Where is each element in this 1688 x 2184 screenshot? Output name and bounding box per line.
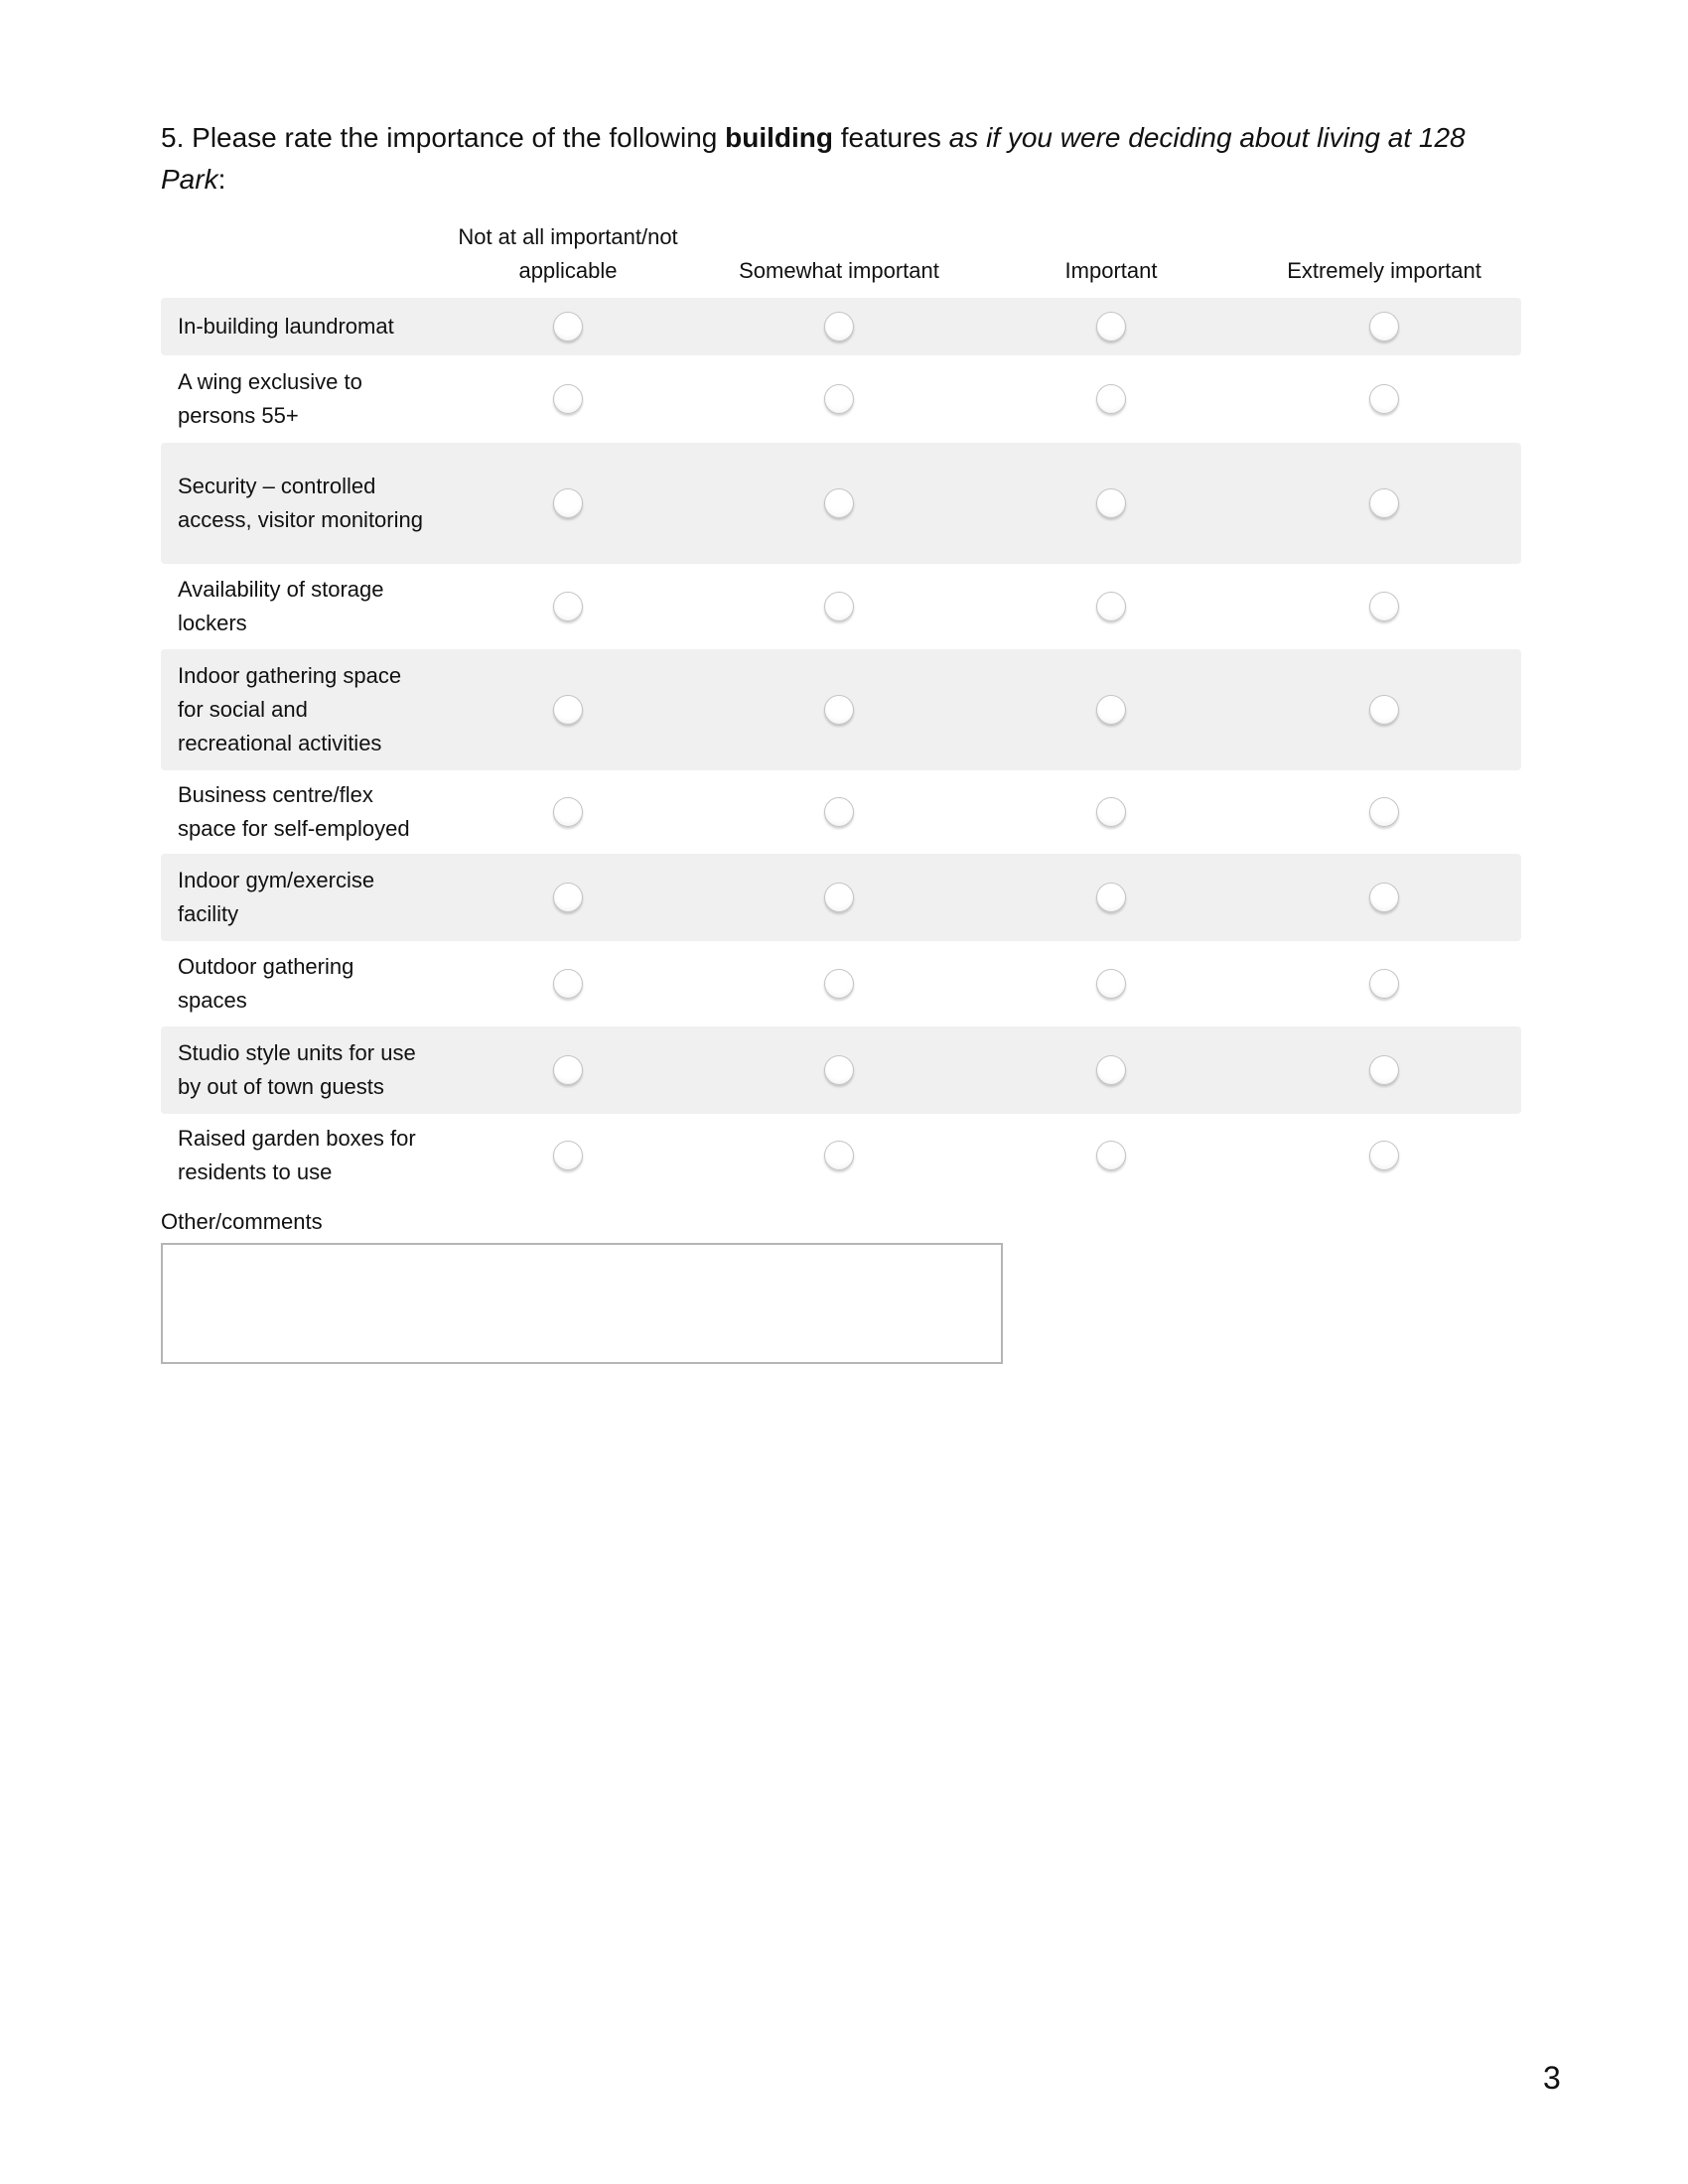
radio-not-important[interactable] [553,1141,583,1170]
question-number: 5. [161,122,185,153]
radio-important[interactable] [1096,797,1126,827]
column-header-not-important: Not at all important/not applicable [458,224,678,283]
row-label: Business centre/flex space for self-employed [178,782,410,841]
question-italic-text: as if you were deciding about living at 128 Park [161,122,1466,195]
question-bold-word: building [725,122,833,153]
radio-extremely-important[interactable] [1369,797,1399,827]
radio-somewhat-important[interactable] [824,1141,854,1170]
radio-somewhat-important[interactable] [824,1055,854,1085]
matrix-row-business-centre [161,770,1521,854]
radio-important[interactable] [1096,488,1126,518]
radio-important[interactable] [1096,312,1126,341]
radio-extremely-important[interactable] [1369,1141,1399,1170]
radio-somewhat-important[interactable] [824,883,854,912]
matrix-row-laundromat [161,298,1521,355]
radio-extremely-important[interactable] [1369,384,1399,414]
radio-somewhat-important[interactable] [824,969,854,999]
matrix-row-indoor-gathering [161,649,1521,770]
question-text-middle: features [832,122,949,153]
radio-somewhat-important[interactable] [824,797,854,827]
matrix-row-gym [161,854,1521,941]
radio-extremely-important[interactable] [1369,883,1399,912]
radio-important[interactable] [1096,1055,1126,1085]
radio-extremely-important[interactable] [1369,312,1399,341]
radio-somewhat-important[interactable] [824,695,854,725]
row-label: Indoor gym/exercise facility [178,868,375,926]
matrix-header [161,210,1521,288]
radio-somewhat-important[interactable] [824,312,854,341]
radio-not-important[interactable] [553,312,583,341]
row-label: Indoor gathering space for social and recreational activities [178,663,402,755]
radio-important[interactable] [1096,1141,1126,1170]
matrix-rows [161,298,1521,1197]
matrix-row-storage-lockers [161,564,1521,649]
matrix-row-55-wing [161,355,1521,443]
row-label: In-building laundromat [178,314,394,339]
radio-extremely-important[interactable] [1369,488,1399,518]
row-label: Raised garden boxes for residents to use [178,1126,416,1184]
radio-important[interactable] [1096,883,1126,912]
radio-important[interactable] [1096,695,1126,725]
row-label: Availability of storage lockers [178,577,384,635]
question-text [161,117,1511,201]
matrix-row-studio-units [161,1026,1521,1114]
radio-somewhat-important[interactable] [824,488,854,518]
comments-label: Other/comments [161,1209,323,1234]
radio-important[interactable] [1096,384,1126,414]
radio-somewhat-important[interactable] [824,592,854,621]
radio-extremely-important[interactable] [1369,1055,1399,1085]
rating-matrix [161,210,1521,1197]
radio-extremely-important[interactable] [1369,592,1399,621]
question-text-before: Please rate the importance of the following [192,122,726,153]
row-label: Studio style units for use by out of town guests [178,1040,416,1099]
radio-not-important[interactable] [553,695,583,725]
comments-textbox[interactable] [161,1243,1003,1364]
question-text-end: : [217,164,226,195]
matrix-row-outdoor-gathering [161,941,1521,1026]
radio-important[interactable] [1096,969,1126,999]
matrix-row-security [161,443,1521,564]
column-header-somewhat-important: Somewhat important [739,258,939,283]
column-header-important: Important [1064,258,1158,283]
column-header-extremely-important: Extremely important [1287,258,1481,283]
radio-important[interactable] [1096,592,1126,621]
radio-not-important[interactable] [553,488,583,518]
matrix-row-garden-boxes [161,1114,1521,1197]
row-label: A wing exclusive to persons 55+ [178,369,362,428]
radio-not-important[interactable] [553,592,583,621]
radio-not-important[interactable] [553,1055,583,1085]
radio-not-important[interactable] [553,883,583,912]
radio-not-important[interactable] [553,384,583,414]
radio-somewhat-important[interactable] [824,384,854,414]
radio-extremely-important[interactable] [1369,695,1399,725]
row-label: Security – controlled access, visitor monitoring [178,474,423,532]
radio-extremely-important[interactable] [1369,969,1399,999]
row-label: Outdoor gathering spaces [178,954,354,1013]
page-number: 3 [1543,2060,1561,2096]
radio-not-important[interactable] [553,797,583,827]
radio-not-important[interactable] [553,969,583,999]
